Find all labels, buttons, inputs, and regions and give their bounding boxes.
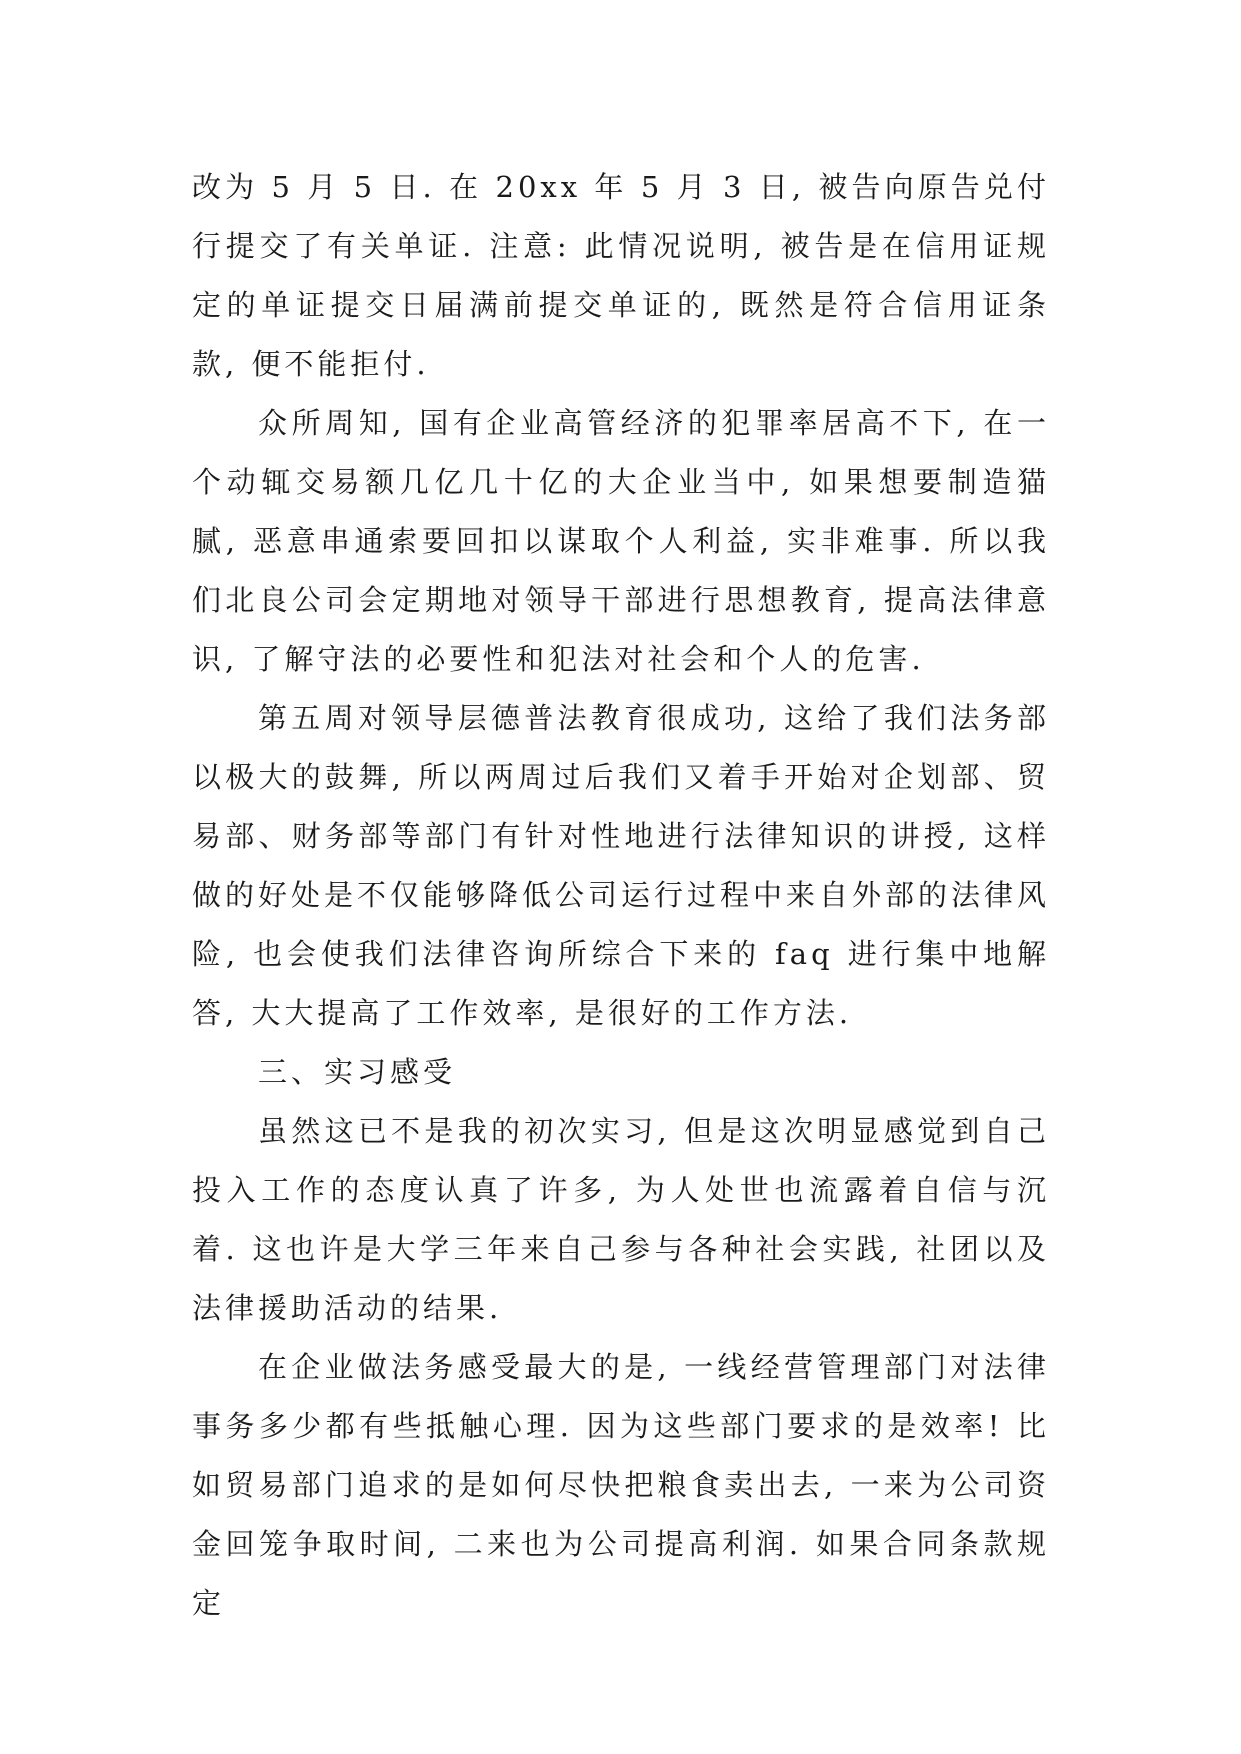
paragraph-executive-crime: 众所周知, 国有企业高管经济的犯罪率居高不下, 在一个动辄交易额几亿几十亿的大企业当中, 如果想要制造猫腻, 恶意串通索要回扣以谋取个人利益, 实非难事. 所以我们北良公司会定期地对领导干部进行思想教育, 提高法律意识, 了解守法的必要性和犯法对社会和个人的危害. — [192, 406, 1050, 676]
section-heading-internship-feelings: 三、实习感受 — [258, 1055, 457, 1089]
paragraph-legal-affairs-feelings: 在企业做法务感受最大的是, 一线经营管理部门对法律事务多少都有些抵触心理. 因为这些部门要求的是效率! 比如贸易部门追求的是如何尽快把粮食卖出去, 一来为公司资金回笼争取时间, 二来也为公司提高利润. 如果合同条款规定 — [192, 1350, 1050, 1620]
paragraph-letter-of-credit: 改为 5 月 5 日. 在 20xx 年 5 月 3 日, 被告向原告兑付行提交了有关单证. 注意: 此情况说明, 被告是在信用证规定的单证提交日届满前提交单证的, 既然是符合信用证条款, 便不能拒付. — [192, 170, 1050, 381]
paragraph-self-reflection: 虽然这已不是我的初次实习, 但是这次明显感觉到自己投入工作的态度认真了许多, 为人处世也流露着自信与沉着. 这也许是大学三年来自己参与各种社会实践, 社团以及法律援助活动的结果. — [192, 1114, 1050, 1325]
document-body — [192, 158, 1050, 1633]
paragraph-legal-education: 第五周对领导层德普法教育很成功, 这给了我们法务部以极大的鼓舞, 所以两周过后我们又着手开始对企划部、贸易部、财务部等部门有针对性地进行法律知识的讲授, 这样做的好处是不仅能够降低公司运行过程中来自外部的法律风险, 也会使我们法律咨询所综合下来的 faq 进行集中地解答, 大大提高了工作效率, 是很好的工作方法. — [192, 701, 1051, 1030]
